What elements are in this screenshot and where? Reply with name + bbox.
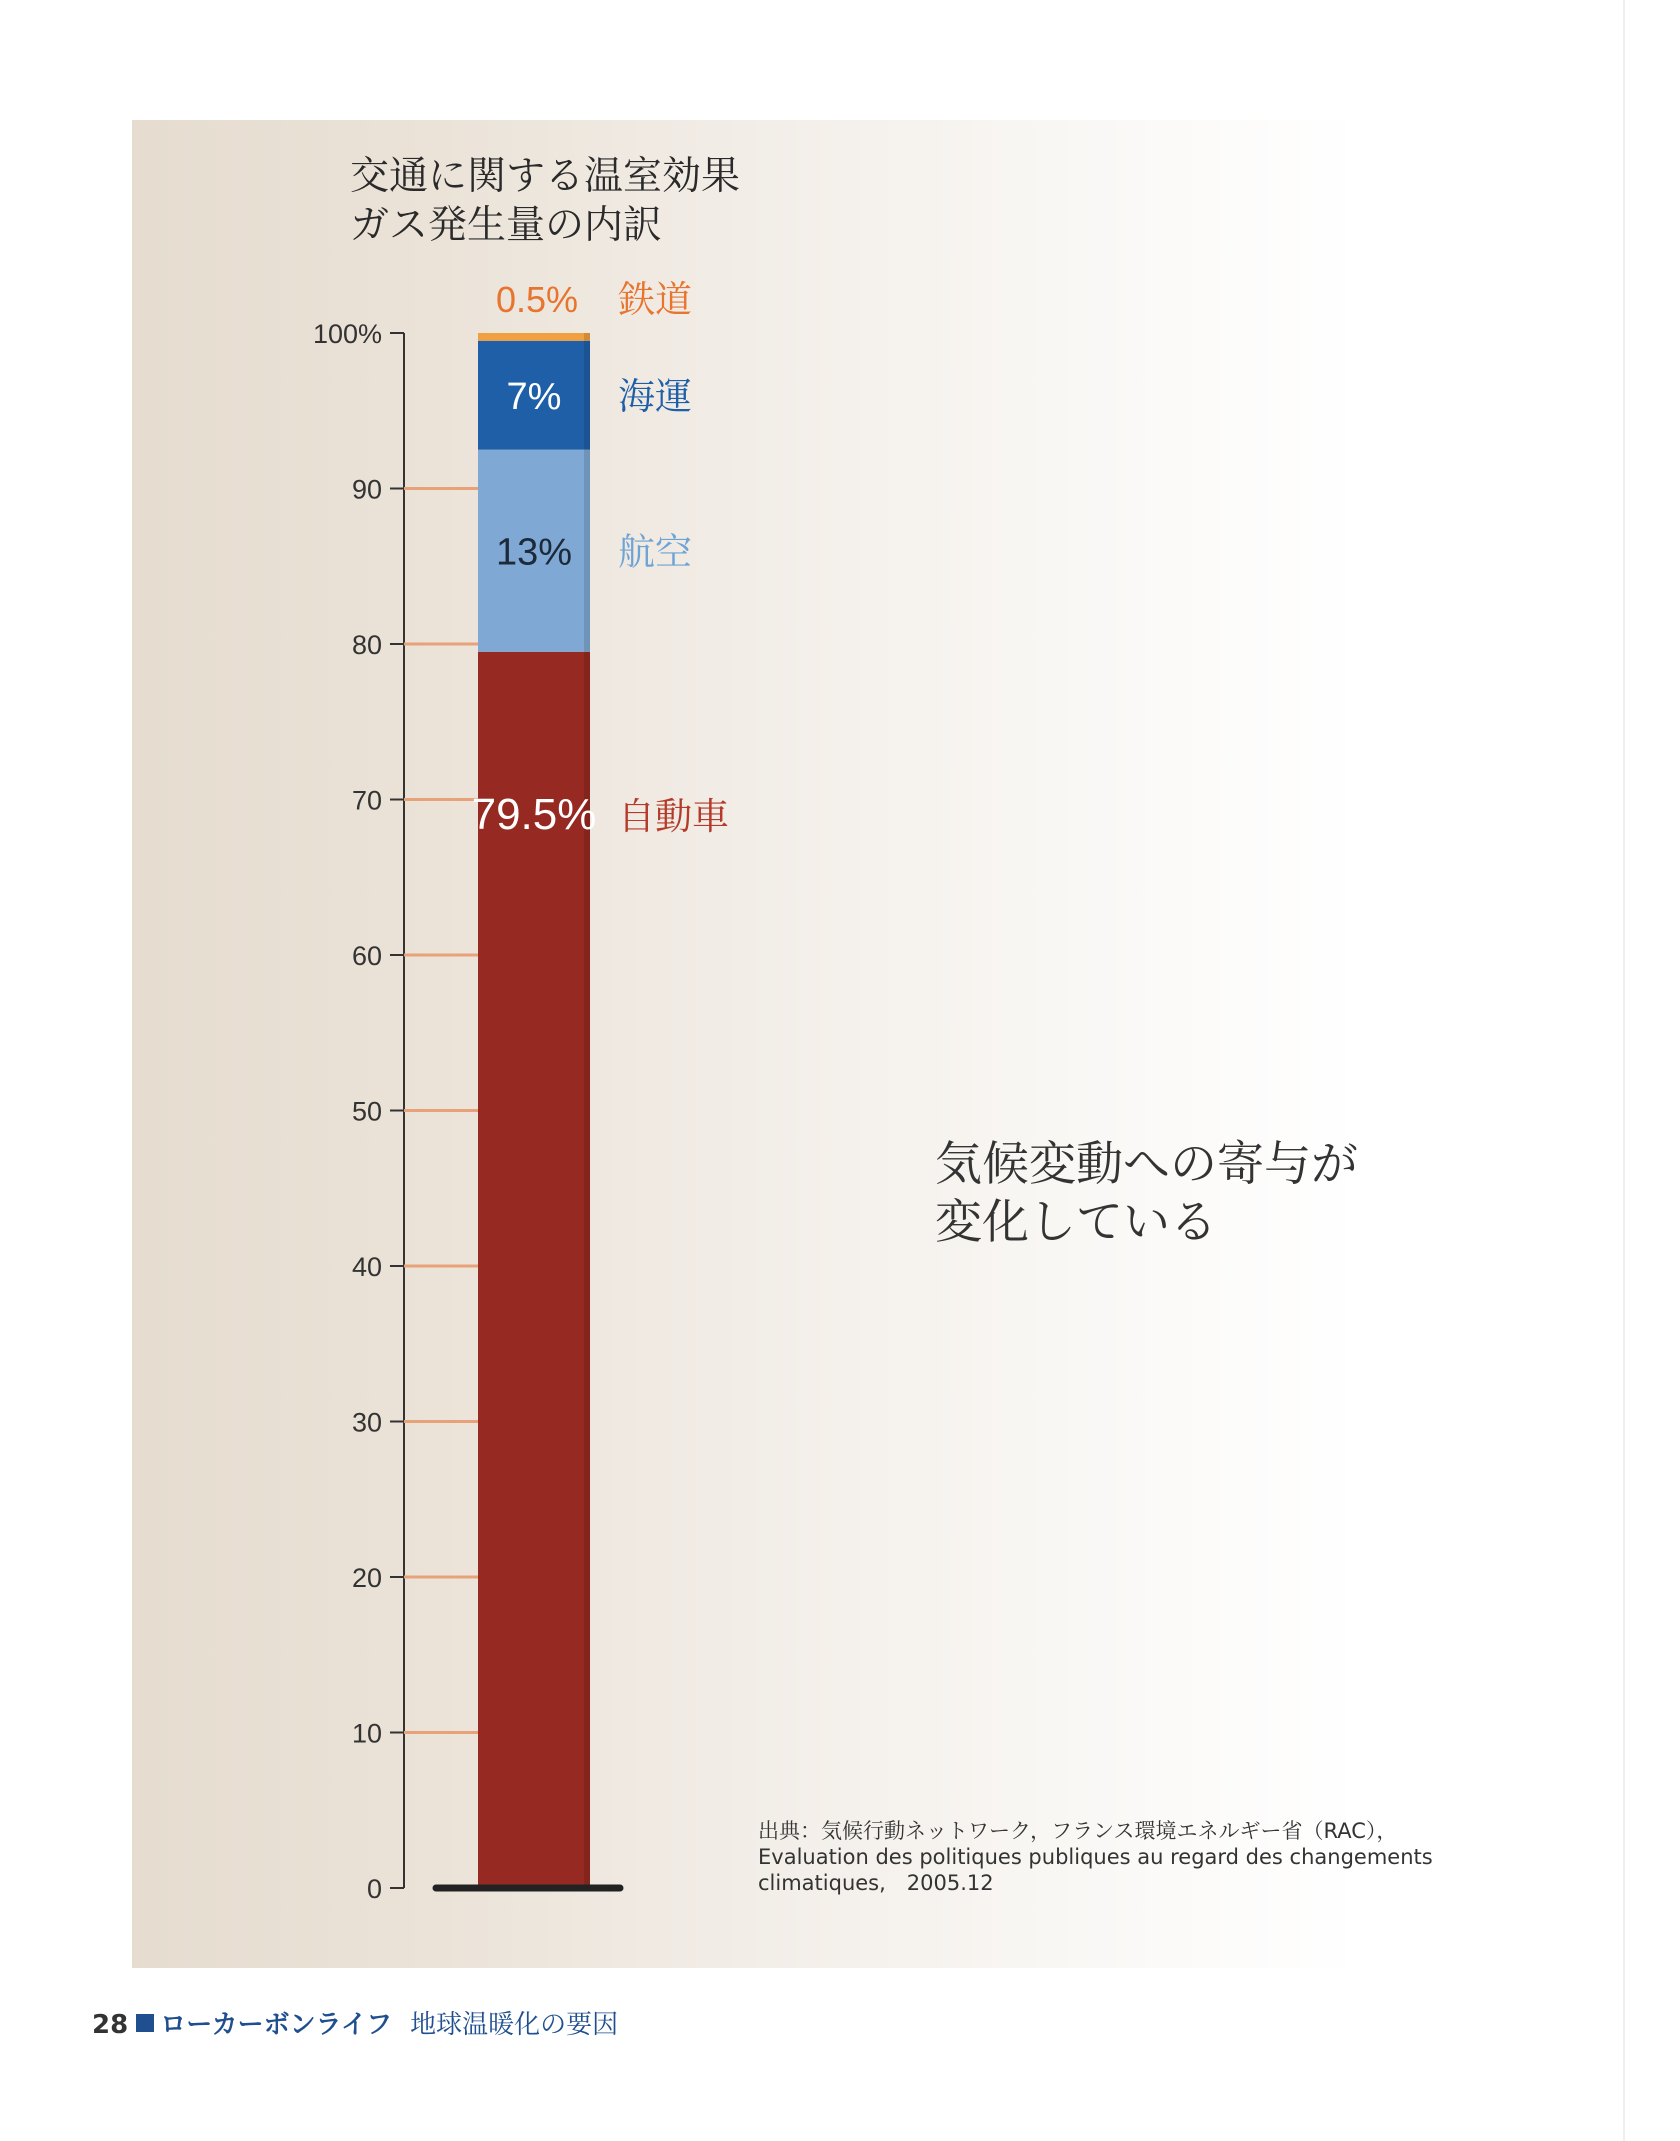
source-line-1: 出典：気候行動ネットワーク，フランス環境エネルギー省（RAC），	[758, 1819, 1398, 1843]
category-label: 海運	[618, 375, 692, 419]
y-tick-label: 30	[351, 1407, 382, 1438]
y-tick-label: 100%	[312, 319, 382, 349]
y-tick-label: 20	[351, 1563, 382, 1593]
y-tick-label: 60	[351, 941, 382, 971]
y-tick-label: 90	[351, 474, 382, 505]
y-tick-label: 70	[351, 785, 382, 816]
square-bullet-icon	[136, 2014, 154, 2032]
y-tick-label: 40	[351, 1252, 382, 1282]
bar-segment-shade	[584, 341, 590, 450]
chart-title-line-1: 交通に関する温室効果	[350, 154, 741, 199]
source-citation	[758, 1818, 1518, 1896]
data-label: 79.5%	[471, 790, 597, 840]
page-footer	[92, 2008, 618, 2042]
category-label: 航空	[618, 530, 692, 574]
page-number: 28	[92, 2010, 129, 2040]
data-label: 13%	[495, 531, 573, 574]
bar-segment	[478, 333, 590, 341]
series-title: ローカーボンライフ	[160, 2010, 393, 2040]
y-tick-label: 10	[351, 1718, 382, 1749]
category-label: 鉄道	[618, 278, 692, 321]
side-heading	[935, 1136, 1455, 1252]
source-line-3: climatiques, 2005.12	[758, 1871, 994, 1895]
side-heading-line-2: 変化している	[935, 1195, 1217, 1250]
y-tick-label: 80	[351, 630, 382, 660]
section-title: 地球温暖化の要因	[410, 2010, 619, 2040]
source-line-2: Evaluation des politiques publiques au regard des changements	[758, 1845, 1433, 1869]
category-label: 自動車	[618, 795, 729, 839]
chart-title-line-2: ガス発生量の内訳	[350, 203, 663, 248]
side-heading-line-1: 気候変動への寄与が	[935, 1137, 1358, 1192]
y-tick-label: 0	[366, 1874, 382, 1904]
data-label: 0.5%	[495, 279, 578, 320]
data-label: 7%	[506, 376, 562, 419]
y-tick-label: 50	[351, 1096, 382, 1127]
bar-segment-shade	[584, 450, 590, 652]
bar-segment-shade	[584, 333, 590, 341]
